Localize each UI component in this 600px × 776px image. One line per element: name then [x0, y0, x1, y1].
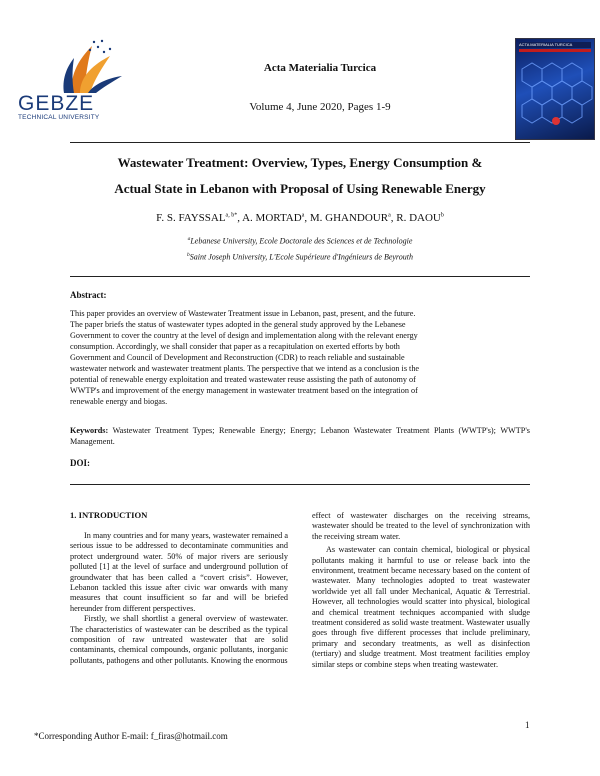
- cover-art-icon: [516, 39, 594, 139]
- abstract-bottom-rule: [70, 484, 530, 485]
- section-heading: 1. INTRODUCTION: [70, 510, 148, 520]
- abstract-body: This paper provides an overview of Wastewater Treatment issue in Lebanon, past, present, and the future. The paper briefs the status of wastewater types adopted in the general study approved by the Lebanese Government to cover the country at the level of design and implementation along with the relevant energy consumption. Accordingly, we shall consider that paper as a recapitulation on exerted efforts by both Government and Council of Development and Reconstruction (CDR) to reach reliable and sustainable wastewater network and wastewater treatment plants. The perspective that we intend as a conclusion is the potential of renewable energy exploitation and treated wastewater reuse assisting the path of autonomy of WWTP's and improvement of the energy management in wastewater treatment based on the integration of renewable energy and biogas.: [70, 309, 420, 406]
- volume-info: Volume 4, June 2020, Pages 1-9: [249, 101, 391, 113]
- paragraph: Firstly, we shall shortlist a general overview of wastewater. The characteristics of wastewater can be described as the typical composition of raw untreated wastewater that are solid contaminants, chemical compounds, organic pollutants, inorganic pollutants, pathogens and other pollutants. Knowing the enormous: [70, 614, 288, 665]
- abstract-heading: Abstract:: [70, 290, 107, 300]
- journal-cover-image: [515, 38, 595, 140]
- corresponding-author-footnote: *Corresponding Author E-mail: f_firas@hotmail.com: [34, 731, 228, 741]
- paragraph: effect of wastewater discharges on the receiving streams, wastewater should be treated to the level of synchronization with the receiving stream water.: [312, 511, 530, 541]
- title-line-1: Wastewater Treatment: Overview, Types, Energy Consumption &: [117, 155, 483, 170]
- author-3: , M. GHANDOUR: [304, 212, 389, 224]
- logo-text: GEBZE: [18, 92, 95, 115]
- logo-subtext: TECHNICAL UNIVERSITY: [18, 114, 100, 121]
- flame-emblem-icon: [14, 38, 134, 98]
- author-1: F. S. FAYSSAL: [156, 212, 226, 224]
- affiliation-a: $^a$Lebanese University, Ecole Doctorale des Sciences et de Technologie: [187, 236, 413, 246]
- abstract-top-rule: [70, 276, 530, 277]
- paragraph: In many countries and for many years, wastewater remained a serious issue to be addressed to decontaminate communities and protect underground water. 50% of major rivers are seriously polluted [1] at the level of surface and underground pollution of groundwater that has been called a “covert crisis”. However, Lebanon tackled this issue after civic war onwards with many measures that count insufficient so far and will be briefed hereunder from different perspectives.: [70, 531, 288, 613]
- affiliation-b: $^b$Saint Joseph University, L'Ecole Supérieure d'Ingénieurs de Beyrouth: [187, 252, 413, 262]
- paper-title: [70, 150, 530, 202]
- left-column: [70, 531, 288, 666]
- author-2: , A. MORTAD: [237, 212, 302, 224]
- title-line-2: Actual State in Lebanon with Proposal of Using Renewable Energy: [114, 181, 486, 196]
- author-list: F. S. $FAYSSAL^{a, b*}$, A. MORTAD$^a$, M. GHANDOUR$^a$, R. DAOU$^b$: [156, 212, 444, 224]
- header-rule: [70, 142, 530, 143]
- journal-name: Acta Materialia Turcica: [263, 62, 377, 74]
- page-number: 1: [525, 720, 530, 730]
- keywords: Keywords: Wastewater Treatment Types; Renewable Energy; Energy; Lebanon Wastewater Treatment Plants (WWTP's); WWTP's Management.: [70, 426, 530, 446]
- cover-title: ACTA MATERIALIA TURCICA: [519, 42, 591, 48]
- paragraph: As wastewater can contain chemical, biological or physical pollutants making it harmful to use or release back into the environment, treatment became necessary based on the content of wastewater. Many technologies adopted to treat wastewater worldwide yet all fall under Mechanical, Aquatic & Terrestrial. However, all technologies would scatter into physical, biological and chemical treatment techniques accompanied with sludge treatment considered as solid waste treatment. Wastewater usually goes through five different processes that include preliminary, primary and secondary treatments, as well as disinfection (tertiary) and sludge treatment. Most treatment facilities employ similar steps or combine steps when treating wastewater.: [312, 545, 530, 669]
- doi-label: DOI:: [70, 458, 90, 468]
- author-4: , R. DAOU: [390, 212, 441, 224]
- right-column: [312, 511, 530, 670]
